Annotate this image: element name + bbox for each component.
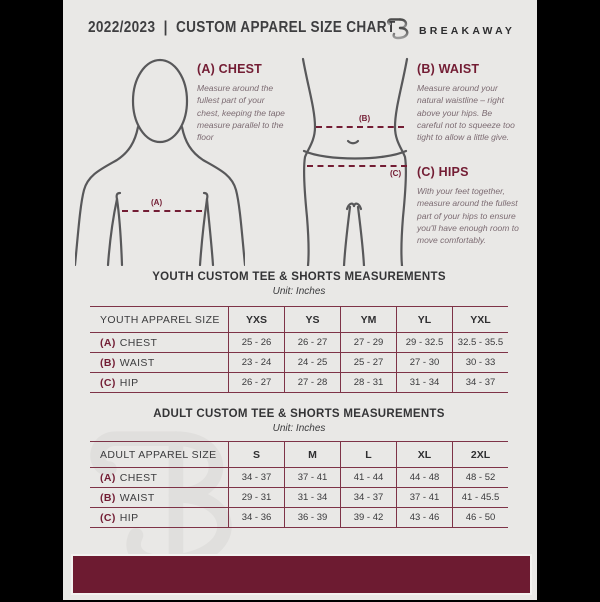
table-row — [90, 373, 508, 393]
size-col: 2XL — [452, 442, 508, 467]
waist-description: Measure around your natural waistline – right above your hips. Be careful not to squeeze too tight to allow a little give. — [417, 83, 515, 143]
table-row — [90, 468, 508, 488]
cell: 27 - 28 — [284, 373, 340, 392]
row-name: WAIST — [119, 491, 155, 504]
waist-measure-line — [316, 126, 404, 128]
cell: 29 - 32.5 — [396, 333, 452, 352]
size-col: L — [340, 442, 396, 467]
cell: 36 - 39 — [284, 508, 340, 527]
youth-table-title: YOUTH CUSTOM TEE & SHORTS MEASUREMENTS — [152, 271, 446, 283]
table-header-row — [90, 441, 508, 468]
size-col: YM — [340, 307, 396, 332]
row-name: CHEST — [119, 471, 158, 484]
chest-description: Measure around the fullest part of your chest, keeping the tape measure parallel to the floor — [197, 83, 285, 143]
size-col: YS — [284, 307, 340, 332]
hips-measure-line — [307, 165, 407, 167]
row-label — [90, 373, 228, 392]
size-col: M — [284, 442, 340, 467]
size-label: YOUTH APPAREL SIZE — [100, 313, 220, 326]
cell: 25 - 26 — [228, 333, 284, 352]
cell: 25 - 27 — [340, 353, 396, 372]
cell: 28 - 31 — [340, 373, 396, 392]
row-label — [90, 508, 228, 527]
table-header-row — [90, 306, 508, 333]
size-col: XL — [396, 442, 452, 467]
cell: 27 - 30 — [396, 353, 452, 372]
table-row — [90, 508, 508, 528]
cell: 44 - 48 — [396, 468, 452, 487]
row-key: (A) — [100, 336, 116, 349]
cell: 31 - 34 — [284, 488, 340, 507]
cell: 37 - 41 — [284, 468, 340, 487]
size-col: YXL — [452, 307, 508, 332]
hips-heading: (C) HIPS — [417, 165, 469, 179]
row-key: (C) — [100, 511, 116, 524]
adult-size-table — [90, 441, 508, 528]
hips-marker: (C) — [390, 169, 402, 178]
row-label — [90, 333, 228, 352]
chest-measure-line — [122, 210, 202, 212]
row-key: (B) — [100, 356, 116, 369]
table-row — [90, 488, 508, 508]
page-title: 2022/2023 | CUSTOM APPAREL SIZE CHART — [88, 19, 396, 36]
youth-table-unit: Unit: Inches — [272, 286, 326, 297]
youth-size-table — [90, 306, 508, 393]
cell: 24 - 25 — [284, 353, 340, 372]
row-name: CHEST — [119, 336, 158, 349]
row-name: WAIST — [119, 356, 155, 369]
cell: 31 - 34 — [396, 373, 452, 392]
cell: 29 - 31 — [228, 488, 284, 507]
cell: 26 - 27 — [228, 373, 284, 392]
cell: 46 - 50 — [452, 508, 508, 527]
adult-table-unit: Unit: Inches — [272, 423, 326, 434]
adult-table-title: ADULT CUSTOM TEE & SHORTS MEASUREMENTS — [153, 408, 445, 420]
row-key: (A) — [100, 471, 116, 484]
size-col: YL — [396, 307, 452, 332]
brand-name: BREAKAWAY — [419, 25, 516, 37]
cell: 41 - 45.5 — [452, 488, 508, 507]
cell: 30 - 33 — [452, 353, 508, 372]
cell: 32.5 - 35.5 — [452, 333, 508, 352]
chest-marker: (A) — [151, 198, 163, 207]
size-chart-page — [63, 0, 537, 600]
cell: 41 - 44 — [340, 468, 396, 487]
lower-body-figure — [291, 57, 419, 266]
cell: 48 - 52 — [452, 468, 508, 487]
table-row — [90, 353, 508, 373]
waist-heading: (B) WAIST — [417, 62, 480, 76]
cell: 27 - 29 — [340, 333, 396, 352]
breakaway-logo-icon — [385, 14, 415, 44]
row-name: HIP — [119, 511, 139, 524]
cell: 23 - 24 — [228, 353, 284, 372]
size-col: YXS — [228, 307, 284, 332]
cell: 34 - 37 — [340, 488, 396, 507]
row-name: HIP — [119, 376, 139, 389]
row-label — [90, 468, 228, 487]
chest-heading: (A) CHEST — [197, 62, 262, 76]
row-label — [90, 353, 228, 372]
cell: 39 - 42 — [340, 508, 396, 527]
row-key: (B) — [100, 491, 116, 504]
footer-bar — [73, 556, 530, 593]
cell: 43 - 46 — [396, 508, 452, 527]
cell: 37 - 41 — [396, 488, 452, 507]
row-label — [90, 488, 228, 507]
hips-description: With your feet together, measure around the fullest part of your hips to ensure you'll have enough room to move comfortably. — [417, 186, 519, 246]
cell: 34 - 37 — [228, 468, 284, 487]
waist-marker: (B) — [359, 114, 371, 123]
table-row — [90, 333, 508, 353]
size-col: S — [228, 442, 284, 467]
cell: 26 - 27 — [284, 333, 340, 352]
cell: 34 - 36 — [228, 508, 284, 527]
size-label: ADULT APPAREL SIZE — [100, 448, 217, 461]
row-key: (C) — [100, 376, 116, 389]
cell: 34 - 37 — [452, 373, 508, 392]
